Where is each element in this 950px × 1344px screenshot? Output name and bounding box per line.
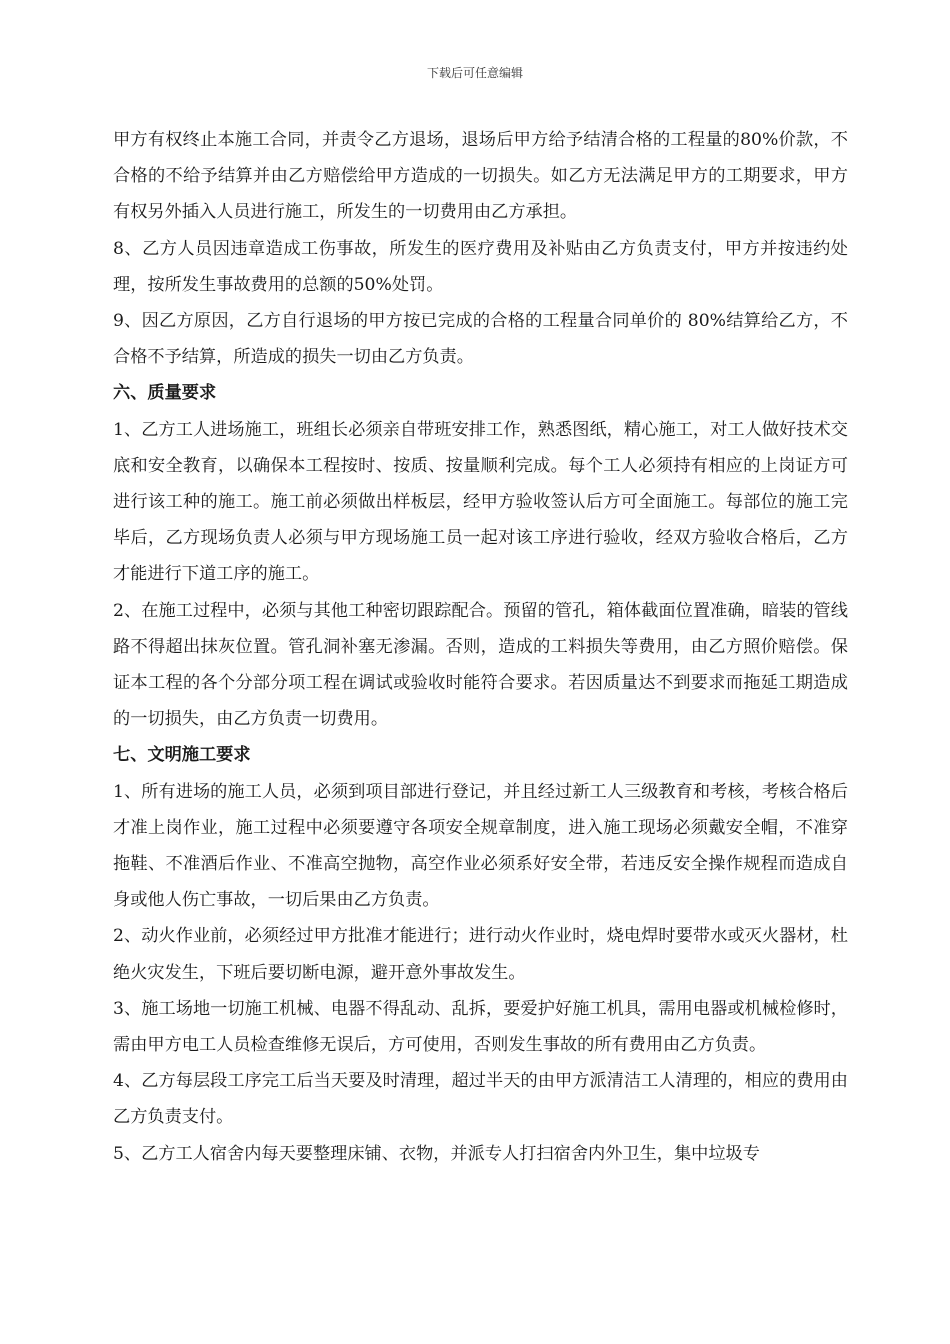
paragraph-civilized-2: 2、动火作业前，必须经过甲方批准才能进行；进行动火作业时，烧电焊时要带水或灭火器材，杜绝火灾发生，下班后要切断电源，避开意外事故发生。 (113, 926, 848, 983)
paragraph-clause-9: 9、因乙方原因，乙方自行退场的甲方按已完成的合格的工程量合同单价的 80%结算给乙方，不合格不予结算，所造成的损失一切由乙方负责。 (113, 311, 848, 368)
paragraph-quality-1: 1、乙方工人进场施工，班组长必须亲自带班安排工作，熟悉图纸，精心施工，对工人做好技术交底和安全教育，以确保本工程按时、按质、按量顺利完成。每个工人必须持有相应的上岗证方可进行该工种的施工。施工前必须做出样板层，经甲方验收签认后方可全面施工。每部位的施工完毕后，乙方现场负责人必须与甲方现场施工员一起对该工序进行验收，经双方验收合格后，乙方才能进行下道工序的施工。 (113, 419, 848, 585)
paragraph-quality-2: 2、在施工过程中，必须与其他工种密切跟踪配合。预留的管孔，箱体截面位置准确，暗装的管线路不得超出抹灰位置。管孔洞补塞无渗漏。否则，造成的工料损失等费用，由乙方照价赔偿。保证本工程的各个分部分项工程在调试或验收时能符合要求。若因质量达不到要求而拖延工期造成的一切损失，由乙方负责一切费用。 (113, 600, 848, 730)
section-heading-quality: 六、质量要求 (113, 383, 217, 404)
paragraph-civilized-3: 3、施工场地一切施工机械、电器不得乱动、乱拆，要爱护好施工机具，需用电器或机械检修时，需由甲方电工人员检查维修无误后，方可使用，否则发生事故的所有费用由乙方负责。 (113, 998, 848, 1056)
page-header: 下载后可任意编辑 (426, 66, 523, 80)
paragraph-civilized-5: 5、乙方工人宿舍内每天要整理床铺、衣物，并派专人打扫宿舍内外卫生，集中垃圾专 (113, 1143, 760, 1164)
paragraph-termination-clause: 甲方有权终止本施工合同，并责令乙方退场，退场后甲方给予结清合格的工程量的80%价款，不合格的不给予结算并由乙方赔偿给甲方造成的一切损失。如乙方无法满足甲方的工期要求，甲方有权另外插入人员进行施工，所发生的一切费用由乙方承担。 (113, 130, 848, 223)
document-body (113, 122, 848, 1172)
paragraph-clause-8: 8、乙方人员因违章造成工伤事故，所发生的医疗费用及补贴由乙方负责支付，甲方并按违约处理，按所发生事故费用的总额的50%处罚。 (113, 238, 848, 295)
paragraph-civilized-4: 4、乙方每层段工序完工后当天要及时清理，超过半天的由甲方派清洁工人清理的，相应的费用由乙方负责支付。 (113, 1071, 848, 1128)
paragraph-civilized-1: 1、所有进场的施工人员，必须到项目部进行登记，并且经过新工人三级教育和考核，考核合格后才准上岗作业，施工过程中必须要遵守各项安全规章制度，进入施工现场必须戴安全帽，不准穿拖鞋、不准酒后作业、不准高空抛物，高空作业必须系好安全带，若违反安全操作规程而造成自身或他人伤亡事故，一切后果由乙方负责。 (113, 781, 848, 911)
section-heading-civilized-construction: 七、文明施工要求 (113, 745, 251, 766)
